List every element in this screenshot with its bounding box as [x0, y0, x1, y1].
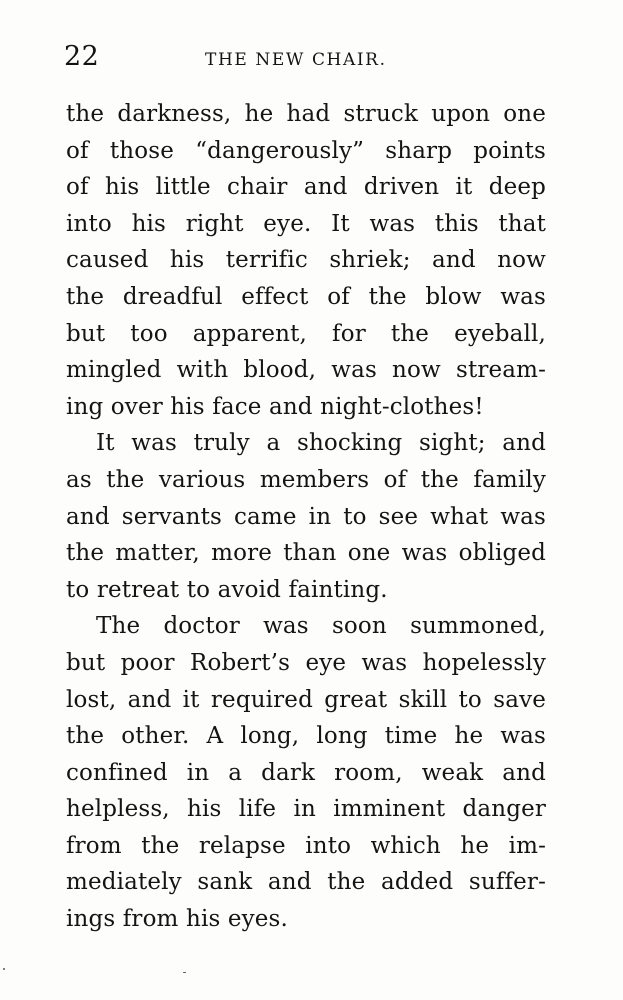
text-line: but poor Robert’s eye was hopelessly	[66, 649, 546, 676]
paper-speck	[3, 968, 5, 970]
text-line: the dreadful effect of the blow was	[66, 283, 546, 310]
text-line: ing over his face and night-clothes!	[66, 393, 484, 420]
text-line: helpless, his life in imminent danger	[66, 796, 546, 823]
text-line: It was truly a shocking sight; and	[96, 430, 546, 457]
text-line: of those “dangerously” sharp points	[66, 137, 546, 164]
text-line: from the relapse into which he im-	[66, 832, 546, 859]
text-line: mediately sank and the added suffer-	[66, 869, 546, 896]
text-line: but too apparent, for the eyeball,	[66, 320, 546, 347]
text-line: to retreat to avoid fainting.	[66, 576, 388, 603]
text-line: mingled with blood, was now stream-	[66, 357, 546, 384]
body-text	[66, 96, 546, 938]
text-line: confined in a dark room, weak and	[66, 759, 546, 786]
page-number: 22	[64, 41, 100, 72]
text-line: the matter, more than one was obliged	[66, 540, 546, 567]
text-line: the other. A long, long time he was	[66, 723, 546, 750]
paper-speck	[183, 972, 186, 973]
text-line: into his right eye. It was this that	[66, 210, 546, 237]
text-line: ings from his eyes.	[66, 906, 288, 933]
text-line: of his little chair and driven it deep	[66, 174, 546, 201]
text-line: as the various members of the family	[66, 466, 546, 493]
text-line: lost, and it required great skill to save	[66, 686, 546, 713]
text-line: the darkness, he had struck upon one	[66, 101, 546, 127]
text-line: caused his terrific shriek; and now	[66, 247, 546, 274]
text-line: The doctor was soon summoned,	[96, 613, 546, 640]
running-head: THE NEW CHAIR.	[205, 50, 387, 70]
text-line: and servants came in to see what was	[66, 503, 546, 530]
page-header	[64, 42, 564, 82]
